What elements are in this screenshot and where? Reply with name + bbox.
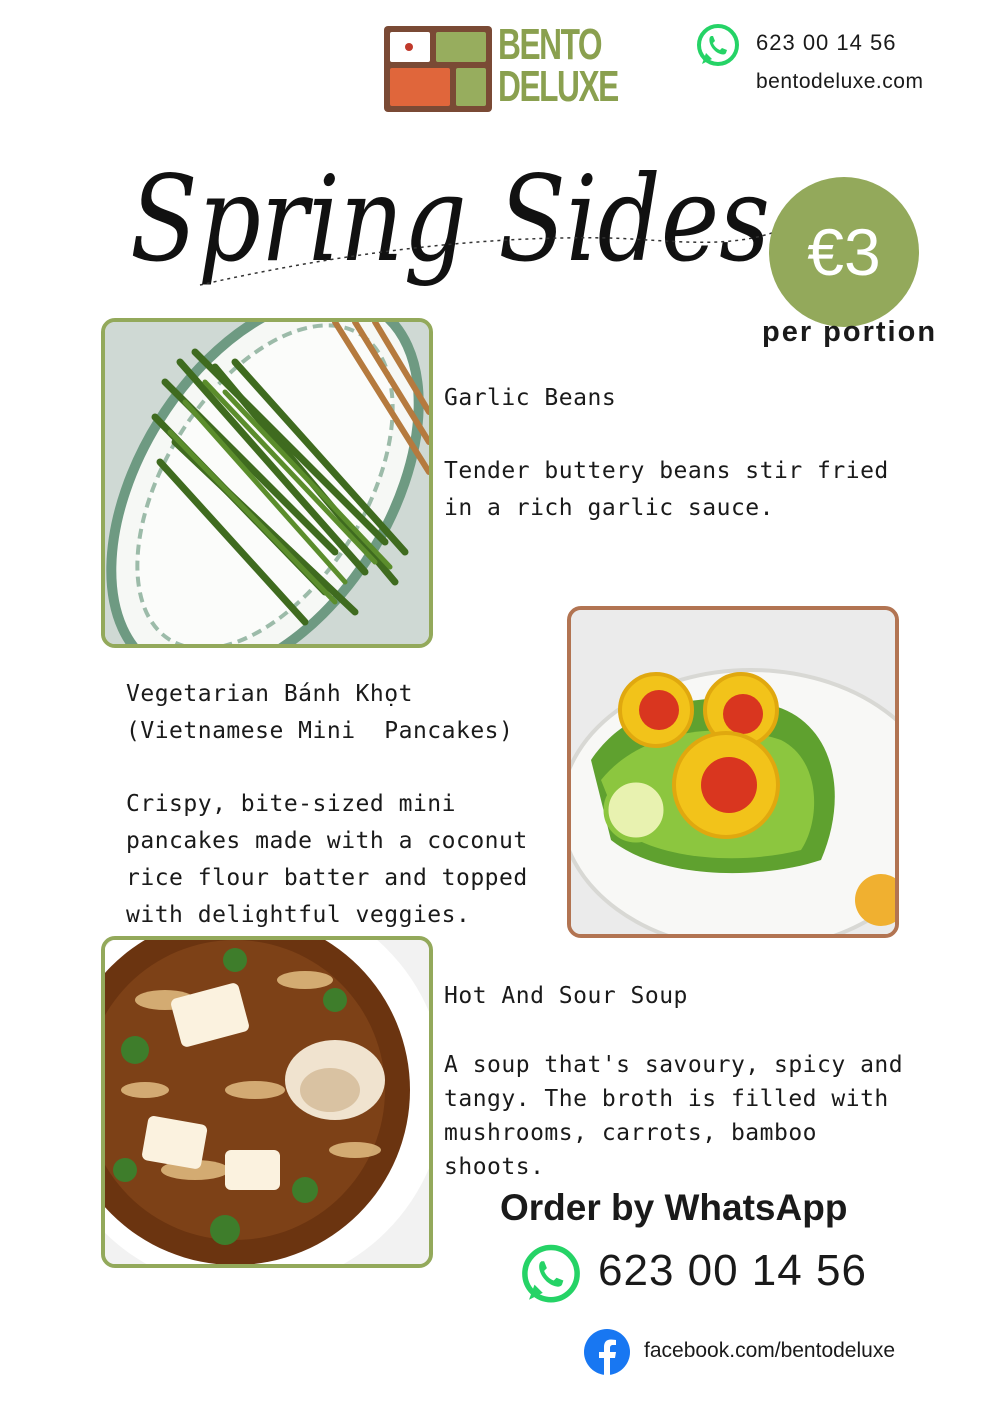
header-website[interactable]: bentodeluxe.com: [756, 70, 924, 93]
brand-name: [498, 20, 618, 111]
menu-item-name: Vegetarian Bánh Khọt (Vietnamese Mini Pancakes): [126, 681, 514, 744]
menu-item-description: Tender buttery beans stir fried in a rich garlic sauce.: [444, 458, 889, 521]
hot-sour-soup-photo: [101, 936, 433, 1268]
bento-deluxe-logo: [384, 26, 492, 112]
price-unit: per portion: [762, 316, 938, 348]
facebook-link[interactable]: facebook.com/bentodeluxe: [644, 1339, 896, 1362]
whatsapp-icon[interactable]: [518, 1242, 584, 1308]
price-amount: €3: [807, 215, 881, 289]
facebook-icon[interactable]: [583, 1328, 631, 1376]
order-title: Order by WhatsApp: [500, 1187, 848, 1228]
garlic-beans-photo: [101, 318, 433, 648]
menu-item-description: Crispy, bite-sized mini pancakes made with a coconut rice flour batter and topped with delightful veggies.: [126, 791, 528, 928]
menu-item-name: Hot And Sour Soup: [444, 983, 688, 1009]
page-title-text: Spring Sides: [130, 150, 770, 288]
banh-khot-photo: [567, 606, 899, 938]
menu-item-description: A soup that's savoury, spicy and tangy. The broth is filled with mushrooms, carrots, bamboo shoots.: [444, 1052, 904, 1180]
whatsapp-icon[interactable]: [694, 22, 742, 70]
order-phone[interactable]: 623 00 14 56: [598, 1246, 867, 1295]
price-badge: [769, 177, 919, 327]
menu-item-name: Garlic Beans: [444, 385, 617, 411]
brand-name-line2: DELUXE: [498, 62, 618, 111]
brand-name-line1: BENTO: [498, 20, 602, 69]
page-title: [110, 110, 810, 350]
header-phone[interactable]: 623 00 14 56: [756, 30, 897, 55]
